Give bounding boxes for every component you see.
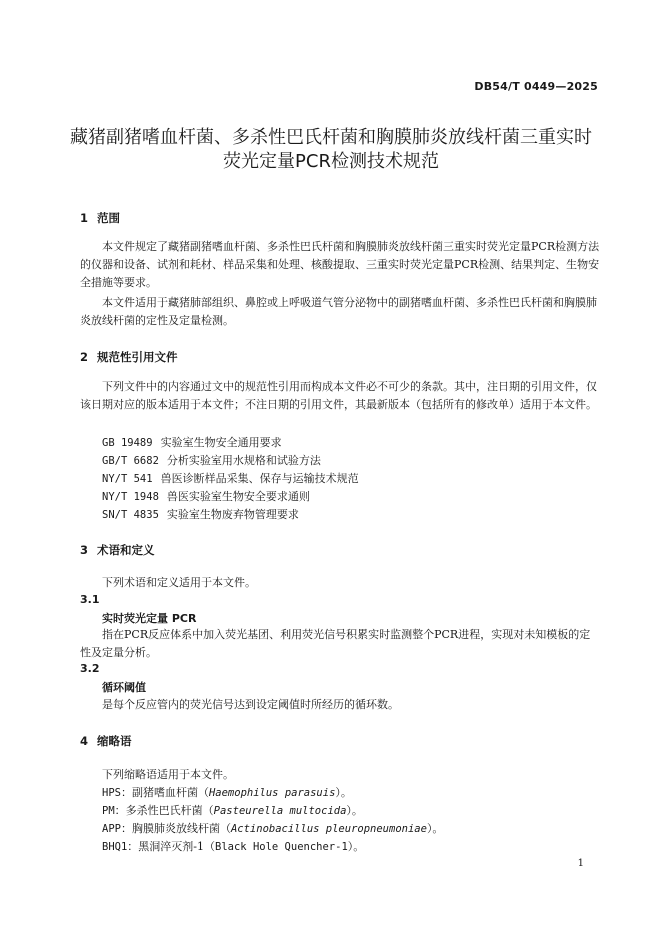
reference-title: 兽医诊断样品采集、保存与运输技术规范 <box>160 472 359 485</box>
terms-intro: 下列术语和定义适用于本文件。 <box>102 576 256 589</box>
title-line-1: 藏猪副猪嗜血杆菌、多杀性巴氏杆菌和胸膜肺炎放线杆菌三重实时 <box>70 127 592 148</box>
abbreviation-item: BHQ1：黑洞淬灭剂-1（Black Hole Quencher-1）。 <box>102 840 365 853</box>
reference-code: GB/T 6682 <box>102 455 159 467</box>
section-number: 1 <box>80 211 89 225</box>
reference-item <box>102 434 282 450</box>
abbreviation: APP <box>102 823 121 835</box>
section-number: 3 <box>80 543 89 557</box>
section-title: 规范性引用文件 <box>97 350 178 364</box>
title-line-2: 荧光定量PCR检测技术规范 <box>223 151 439 172</box>
abbreviation-chinese: 黑洞淬灭剂-1 <box>138 840 205 853</box>
abbreviation-latin: Black Hole Quencher-1 <box>215 841 348 853</box>
reference-title: 分析实验室用水规格和试验方法 <box>166 454 321 467</box>
abbreviation: HPS <box>102 787 121 799</box>
section-title: 缩略语 <box>97 734 132 748</box>
reference-item <box>102 506 299 522</box>
term-name: 循环阈值 <box>102 681 146 694</box>
abbreviation-item: HPS：副猪嗜血杆菌（Haemophilus parasuis）。 <box>102 786 352 799</box>
term-definition: 指在PCR反应体系中加入荧光基团、利用荧光信号积累实时监测整个PCR进程，实现对未知模板的定性及定量分析。 <box>80 628 591 659</box>
abbreviation: BHQ1 <box>102 841 128 853</box>
reference-code: GB 19489 <box>102 437 153 449</box>
reference-title: 实验室生物废弃物管理要求 <box>166 508 299 521</box>
reference-title: 实验室生物安全通用要求 <box>160 436 282 449</box>
section-4-heading <box>80 733 132 749</box>
term-definition: 是每个反应管内的荧光信号达到设定阈值时所经历的循环数。 <box>102 698 399 711</box>
reference-item <box>102 470 359 486</box>
section-2-heading <box>80 349 178 365</box>
reference-code: NY/T 1948 <box>102 491 159 503</box>
section-title: 范围 <box>97 211 120 225</box>
document-title <box>60 126 602 174</box>
abbreviation-latin: Haemophilus parasuis <box>208 787 336 799</box>
abbreviation-chinese: 副猪嗜血杆菌 <box>131 786 198 799</box>
abbreviation-item: PM：多杀性巴氏杆菌（Pasteurella multocida）。 <box>102 804 363 817</box>
scope-paragraph-2: 本文件适用于藏猪肺部组织、鼻腔或上呼吸道气管分泌物中的副猪嗜血杆菌、多杀性巴氏杆菌和胸膜肺炎放线杆菌的定性及定量检测。 <box>80 296 597 327</box>
section-3-heading <box>80 542 155 558</box>
reference-code: SN/T 4835 <box>102 509 159 521</box>
abbreviation-latin: Actinobacillus pleuropneumoniae <box>230 823 427 835</box>
section-title: 术语和定义 <box>97 543 155 557</box>
reference-title: 兽医实验室生物安全要求通则 <box>166 490 310 503</box>
term-number: 3.2 <box>80 662 100 675</box>
abbreviation-chinese: 胸膜肺炎放线杆菌 <box>131 822 220 835</box>
page-number: 1 <box>577 858 584 869</box>
abbreviation: PM <box>102 805 115 817</box>
abbreviations-intro: 下列缩略语适用于本文件。 <box>102 768 234 781</box>
abbreviation-latin: Pasteurella multocida <box>213 805 347 817</box>
abbreviation-chinese: 多杀性巴氏杆菌 <box>125 804 203 817</box>
reference-item <box>102 452 321 468</box>
section-1-heading <box>80 210 120 226</box>
standard-number: DB54/T 0449—2025 <box>474 80 598 93</box>
scope-paragraph-1: 本文件规定了藏猪副猪嗜血杆菌、多杀性巴氏杆菌和胸膜肺炎放线杆菌三重实时荧光定量PCR检测方法的仪器和设备、试剂和耗材、样品采集和处理、核酸提取、三重实时荧光定量PCR检测、结果判定、生物安全措施等要求。 <box>80 240 600 289</box>
section-number: 4 <box>80 734 89 748</box>
term-number: 3.1 <box>80 593 100 606</box>
reference-item <box>102 488 310 504</box>
reference-code: NY/T 541 <box>102 473 153 485</box>
abbreviation-item: APP：胸膜肺炎放线杆菌（Actinobacillus pleuropneumoniae）。 <box>102 822 444 835</box>
section-number: 2 <box>80 350 89 364</box>
term-name: 实时荧光定量 PCR <box>102 612 197 625</box>
references-intro: 下列文件中的内容通过文中的规范性引用而构成本文件必不可少的条款。其中，注日期的引用文件，仅该日期对应的版本适用于本文件；不注日期的引用文件，其最新版本（包括所有的修改单）适用于本文件。 <box>80 380 597 411</box>
